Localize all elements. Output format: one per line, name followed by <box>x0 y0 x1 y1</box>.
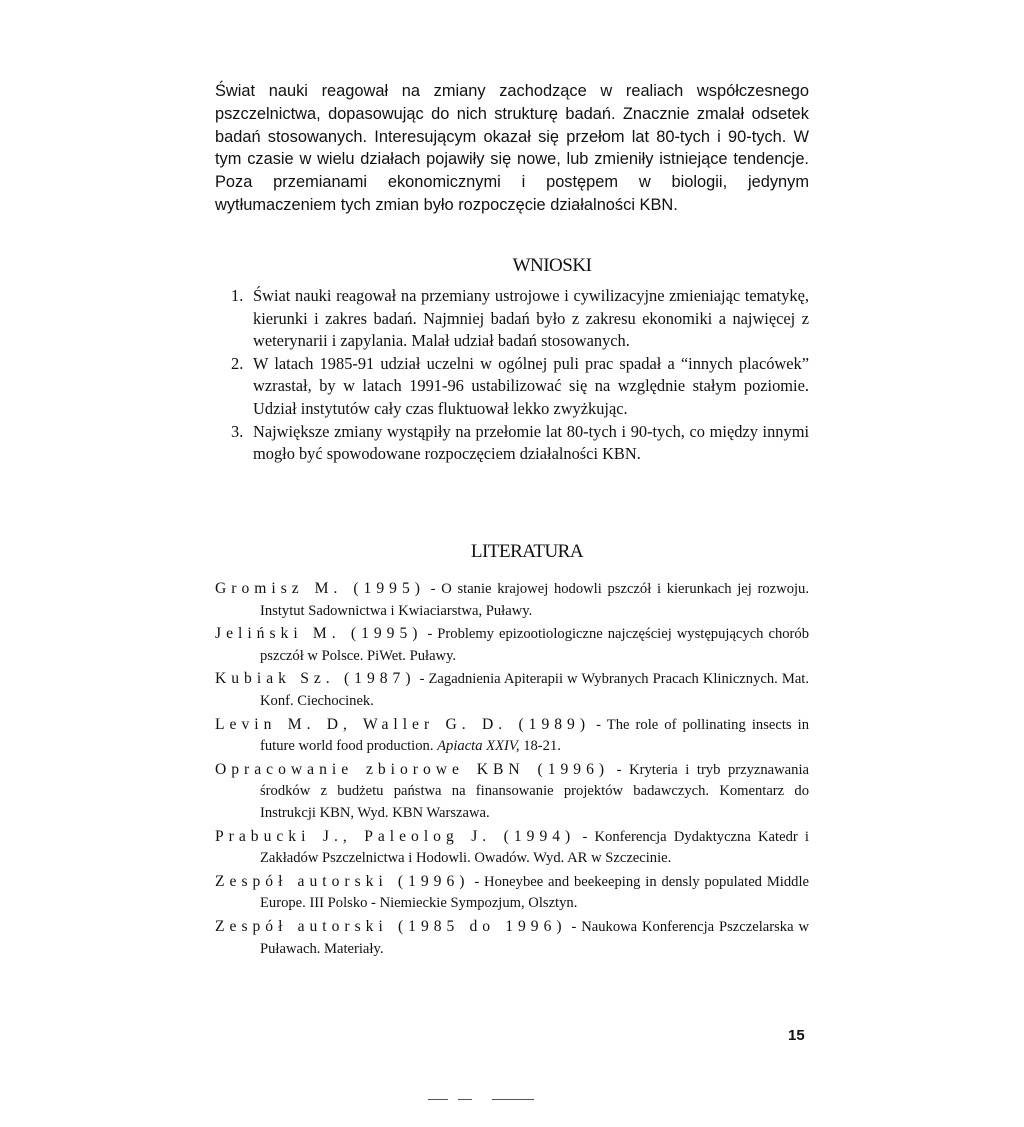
reference-authors: Opracowanie zbiorowe KBN (1996) <box>215 760 610 778</box>
reference-item <box>215 916 809 960</box>
reference-authors: Levin M. D, Waller G. D. (1989) <box>215 715 591 733</box>
reference-authors: Zespół autorski (1985 do 1996) <box>215 917 567 935</box>
scan-artifact-line <box>492 1099 534 1100</box>
conclusion-text: W latach 1985-91 udział uczelni w ogólnej puli prac spadał a “innych placówek” wzrastał, by w latach 1991-96 ustabilizować się na względnie stałym poziomie. Udział instytutów cały czas fluktuował lekko zwyżkując. <box>253 353 809 418</box>
intro-paragraph: Świat nauki reagował na zmiany zachodzące w realiach współczesnego pszczelnictwa, dopasowując do nich strukturę badań. Znacznie zmalał odsetek badań stosowanych. Interesującym okazał się przełom lat 80-tych i 90-tych. W tym czasie w wielu działach pojawiły się nowe, lub zmieniły istniejące tendencje. Poza przemianami ekonomicznymi i postępem w biologii, jedynym wytłumaczeniem tych zmian było rozpoczęcie działalności KBN. <box>215 82 809 214</box>
conclusion-text: Świat nauki reagował na przemiany ustrojowe i cywilizacyjne zmieniając tematykę, kierunki i zakres badań. Najmniej badań było z zakresu ekonomiki a najwięcej z weterynarii i zapylania. Malał udział badań stosowanych. <box>253 286 809 351</box>
reference-item <box>215 759 809 825</box>
reference-text: - Naukowa Konferencja Pszczelarska w Puławach. Materiały. <box>260 918 809 957</box>
reference-text: - Kryteria i tryb przyznawania środków z budżetu państwa na finansowanie projektów badawczych. Komentarz do Instrukcji KBN, Wyd. KBN Warszawa. <box>260 761 809 821</box>
reference-authors: Jeliński M. (1995) <box>215 625 423 643</box>
reference-item <box>215 714 809 758</box>
conclusions-list <box>215 285 809 466</box>
reference-item <box>215 623 809 667</box>
conclusion-item <box>215 421 809 466</box>
scan-artifact-line <box>458 1099 472 1100</box>
reference-item <box>215 668 809 712</box>
conclusion-number: 1. <box>231 286 244 305</box>
reference-text: - O stanie krajowej hodowli pszczół i kierunkach jej rozwoju. Instytut Sadownictwa i Kwiaciarstwa, Puławy. <box>260 581 809 619</box>
reference-authors: Gromisz M. (1995) <box>215 580 425 597</box>
conclusion-text: Największe zmiany wystąpiły na przełomie lat 80-tych i 90-tych, co między innymi mogło być spowodowane rozpoczęciem działalności KBN. <box>253 421 809 464</box>
reference-authors: Kubiak Sz. (1987) <box>215 670 416 688</box>
reference-list <box>215 578 809 961</box>
reference-text: - Zagadnienia Apiterapii w Wybranych Pracach Klinicznych. Mat. Konf. Ciechocinek. <box>260 671 809 709</box>
reference-pages: 18-21. <box>519 738 561 755</box>
conclusion-item <box>215 353 809 421</box>
literature-heading: LITERATURA <box>470 541 584 562</box>
reference-text: - Problemy epizootiologiczne najczęściej występujących chorób pszczół w Polsce. PiWet. Puławy. <box>260 626 809 664</box>
reference-authors: Prabucki J., Paleolog J. (1994) <box>215 827 576 845</box>
page-number: 15 <box>788 1027 805 1044</box>
reference-text: - Konferencja Dydaktyczna Katedr i Zakładów Pszczelnictwa i Hodowli. Owadów. Wyd. AR w Szczecinie. <box>260 828 809 867</box>
conclusions-heading: WNIOSKI <box>512 255 592 276</box>
scan-artifact-line <box>428 1099 448 1100</box>
conclusion-number: 3. <box>231 421 244 441</box>
reference-item <box>215 578 809 622</box>
reference-authors: Zespół autorski (1996) <box>215 872 470 890</box>
reference-text: - Honeybee and beekeeping in densly populated Middle Europe. III Polsko - Niemieckie Sympozjum, Olsztyn. <box>260 873 809 912</box>
reference-journal: Apiacta XXIV, <box>437 738 520 755</box>
reference-text: - The role of pollinating insects in future world food production. <box>260 716 809 755</box>
reference-item <box>215 871 809 915</box>
conclusion-item <box>215 285 809 353</box>
conclusion-number: 2. <box>231 353 244 373</box>
reference-item <box>215 826 809 870</box>
